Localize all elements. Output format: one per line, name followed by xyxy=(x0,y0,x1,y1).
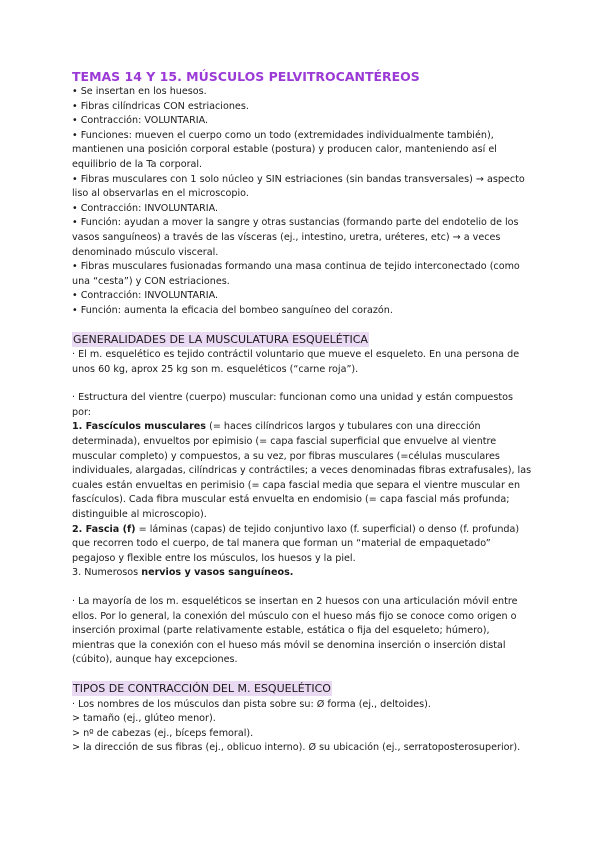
intro-line: • Contracción: VOLUNTARIA. xyxy=(72,115,209,127)
list-item-bold: 2. Fascia (f) xyxy=(72,523,136,535)
intro-line: • Fibras musculares fusionadas formando una masa continua de tejido interconectado (como una “cesta”) y CON estriaciones. xyxy=(72,261,520,287)
section-heading-generalidades: GENERALIDADES DE LA MUSCULATURA ESQUELÉTICA xyxy=(73,332,368,346)
list-item-text: = láminas (capas) de tejido conjuntivo laxo (f. superficial) o denso (f. profunda) que recorren todo el cuerpo, de tal manera que forman un “material de empaquetado” pegajoso y flexible entre los músculos, los huesos y la piel. xyxy=(72,523,520,564)
document-title: TEMAS 14 Y 15. MÚSCULOS PELVITROCANTÉREOS xyxy=(72,69,420,84)
intro-line: • Fibras musculares con 1 solo núcleo y SIN estriaciones (sin bandas transversales) → aspecto liso al observarlas en el microscopio. xyxy=(72,173,525,200)
list-line: > tamaño (ej., glúteo menor). xyxy=(72,713,216,725)
list-item-bold: 1. Fascículos musculares xyxy=(72,421,207,433)
list-item-fasciculos xyxy=(72,420,532,522)
paragraph: · El m. esquelético es tejido contráctil voluntario que mueve el esqueleto. En una persona de unos 60 kg, aprox 25 kg son m. esqueléticos (“carne roja”). xyxy=(72,349,520,375)
intro-line: • Función: aumenta la eficacia del bombeo sanguíneo del corazón. xyxy=(72,304,393,316)
intro-line: • Contracción: INVOLUNTARIA. xyxy=(72,290,219,302)
intro-line: • Se insertan en los huesos. xyxy=(72,86,207,97)
list-line: > la dirección de sus fibras (ej., oblicuo interno). Ø su ubicación (ej., serratoposterosuperior). xyxy=(72,742,521,754)
list-item-text: 3. Numerosos xyxy=(72,567,142,579)
list-line: · Los nombres de los músculos dan pista sobre su: Ø forma (ej., deltoides). xyxy=(72,698,431,710)
list-item-text: (= haces cilíndricos largos y tubulares con una dirección determinada), envueltos por epimisio (= capa fascial superficial que envuelve al vientre muscular completo) y compuestos, a su vez, por fibras musculares (=células musculares individuales, alargadas, cilíndricas y contráctiles; a veces denominadas fibras extrafusales), las cuales están envueltas en perimisio (= capa fascial media que separa el vientre muscular en fascículos). Cada fibra muscular está envuelta en endomisio (= capa fascial más profunda; distinguible al microscopio). xyxy=(72,421,532,521)
list-item-fascia xyxy=(72,523,532,567)
intro-line: • Funciones: mueven el cuerpo como un todo (extremidades individualmente también), mantienen una posición corporal estable (postura) y producen calor, manteniendo así el equilibrio de la Ta corporal. xyxy=(72,129,497,170)
intro-line: • Fibras cilíndricas CON estriaciones. xyxy=(72,100,249,112)
document-page xyxy=(72,68,532,756)
section-heading-tipos: TIPOS DE CONTRACCIÓN DEL M. ESQUELÉTICO xyxy=(73,681,331,695)
paragraph: · Estructura del vientre (cuerpo) muscular: funcionan como una unidad y están compuestos por: xyxy=(72,392,513,418)
intro-line: • Contracción: INVOLUNTARIA. xyxy=(72,202,219,214)
paragraph: · La mayoría de los m. esqueléticos se insertan en 2 huesos con una articulación móvil entre ellos. Por lo general, la conexión del músculo con el hueso más fijo se conoce como origen o inserción proximal (parte relativamente estable, estática o fija del esqueleto; húmero), mientras que la conexión con el hueso más móvil se denomina inserción o inserción distal (cúbito), aunque hay excepciones. xyxy=(72,596,518,666)
list-item-bold: nervios y vasos sanguíneos. xyxy=(141,567,294,579)
list-line: > nº de cabezas (ej., bíceps femoral). xyxy=(72,727,254,739)
intro-line: • Función: ayudan a mover la sangre y otras sustancias (formando parte del endotelio de los vasos sanguíneos) a través de las vísceras (ej., intestino, uretra, uréteres, etc) → a veces denominado músculo visceral. xyxy=(72,217,519,258)
list-item-nervios xyxy=(72,566,532,581)
